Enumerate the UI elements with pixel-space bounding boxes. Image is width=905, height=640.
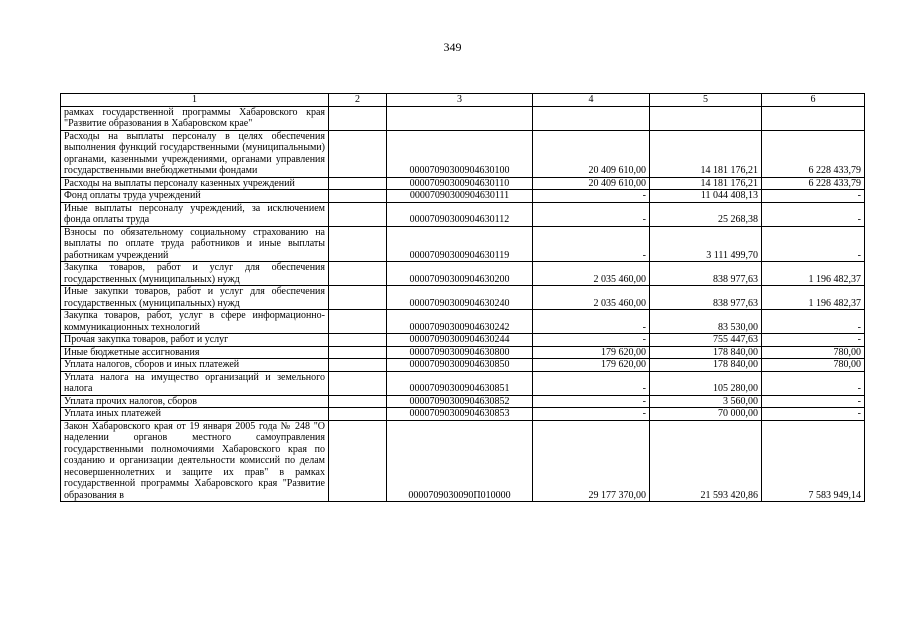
row-code <box>387 106 533 130</box>
row-code: 00007090300904630800 <box>387 346 533 359</box>
column-number-row <box>61 94 865 107</box>
row-executed: 838 977,63 <box>650 286 762 310</box>
row-executed: 178 840,00 <box>650 359 762 372</box>
row-name: Взносы по обязательному социальному страхованию на выплаты по оплате труда работников и иные выплаты работникам учреждений <box>61 226 329 262</box>
row-executed: 105 280,00 <box>650 371 762 395</box>
row-empty-cell <box>329 177 387 190</box>
row-name: Иные выплаты персоналу учреждений, за исключением фонда оплаты труда <box>61 202 329 226</box>
column-header: 4 <box>533 94 650 107</box>
row-unexecuted: - <box>762 226 865 262</box>
row-name: Закупка товаров, работ, услуг в сфере информационно-коммуникационных технологий <box>61 310 329 334</box>
row-approved: 20 409 610,00 <box>533 177 650 190</box>
row-code: 00007090300904630110 <box>387 177 533 190</box>
row-code: 00007090300904630242 <box>387 310 533 334</box>
page-number: 349 <box>443 40 462 54</box>
row-approved: 29 177 370,00 <box>533 420 650 502</box>
table-row <box>61 346 865 359</box>
row-name: Уплата налогов, сборов и иных платежей <box>61 359 329 372</box>
row-empty-cell <box>329 359 387 372</box>
row-approved: - <box>533 395 650 408</box>
row-executed: 3 560,00 <box>650 395 762 408</box>
table-row <box>61 106 865 130</box>
row-executed: 70 000,00 <box>650 408 762 421</box>
row-code: 00007090300904630240 <box>387 286 533 310</box>
row-executed: 21 593 420,86 <box>650 420 762 502</box>
column-header: 1 <box>61 94 329 107</box>
row-approved: - <box>533 334 650 347</box>
row-executed: 838 977,63 <box>650 262 762 286</box>
row-code: 00007090300904630111 <box>387 190 533 203</box>
row-approved: 20 409 610,00 <box>533 130 650 177</box>
row-executed <box>650 106 762 130</box>
row-approved: - <box>533 310 650 334</box>
row-executed: 83 530,00 <box>650 310 762 334</box>
row-unexecuted: 7 583 949,14 <box>762 420 865 502</box>
row-unexecuted: 1 196 482,37 <box>762 286 865 310</box>
row-name: Закон Хабаровского края от 19 января 2005 года № 248 "О наделении органов местного самоуправления государственными полномочиями Хабаровского края по созданию и организации деятельности комиссий по делам несовершеннолетних и защите их прав" в рамках государственной программы Хабаровского края "Развитие образования в <box>61 420 329 502</box>
row-name: Уплата прочих налогов, сборов <box>61 395 329 408</box>
row-executed: 3 111 499,70 <box>650 226 762 262</box>
table-row <box>61 190 865 203</box>
column-header: 5 <box>650 94 762 107</box>
table-row <box>61 286 865 310</box>
row-empty-cell <box>329 226 387 262</box>
row-approved: - <box>533 371 650 395</box>
row-empty-cell <box>329 395 387 408</box>
table-row <box>61 395 865 408</box>
row-approved: - <box>533 226 650 262</box>
row-name: Уплата налога на имущество организаций и земельного налога <box>61 371 329 395</box>
row-empty-cell <box>329 262 387 286</box>
row-code: 00007090300904630851 <box>387 371 533 395</box>
column-header: 6 <box>762 94 865 107</box>
table-row <box>61 262 865 286</box>
row-code: 00007090300904630119 <box>387 226 533 262</box>
table-row <box>61 420 865 502</box>
row-unexecuted: 1 196 482,37 <box>762 262 865 286</box>
row-code: 00007090300904630112 <box>387 202 533 226</box>
row-name: Фонд оплаты труда учреждений <box>61 190 329 203</box>
row-executed: 25 268,38 <box>650 202 762 226</box>
row-code: 00007090300904630853 <box>387 408 533 421</box>
row-name: Прочая закупка товаров, работ и услуг <box>61 334 329 347</box>
row-approved: 179 620,00 <box>533 346 650 359</box>
row-unexecuted: - <box>762 334 865 347</box>
row-empty-cell <box>329 346 387 359</box>
row-code: 00007090300904630852 <box>387 395 533 408</box>
row-code: 00007090300904630244 <box>387 334 533 347</box>
row-name: Закупка товаров, работ и услуг для обеспечения государственных (муниципальных) нужд <box>61 262 329 286</box>
row-code: 00007090300904630200 <box>387 262 533 286</box>
row-empty-cell <box>329 310 387 334</box>
row-executed: 755 447,63 <box>650 334 762 347</box>
row-unexecuted: 6 228 433,79 <box>762 130 865 177</box>
row-unexecuted: - <box>762 395 865 408</box>
row-executed: 14 181 176,21 <box>650 177 762 190</box>
table-row <box>61 371 865 395</box>
table-row <box>61 202 865 226</box>
column-header: 2 <box>329 94 387 107</box>
column-header: 3 <box>387 94 533 107</box>
row-name: рамках государственной программы Хабаровского края "Развитие образования в Хабаровском крае" <box>61 106 329 130</box>
row-code: 00007090300904630100 <box>387 130 533 177</box>
row-approved: 2 035 460,00 <box>533 262 650 286</box>
table-row <box>61 177 865 190</box>
table-row <box>61 359 865 372</box>
table-row <box>61 130 865 177</box>
row-empty-cell <box>329 106 387 130</box>
row-empty-cell <box>329 190 387 203</box>
row-unexecuted: - <box>762 408 865 421</box>
row-name: Иные бюджетные ассигнования <box>61 346 329 359</box>
row-unexecuted <box>762 106 865 130</box>
row-empty-cell <box>329 371 387 395</box>
row-executed: 14 181 176,21 <box>650 130 762 177</box>
row-unexecuted: - <box>762 310 865 334</box>
table-row <box>61 408 865 421</box>
row-unexecuted: - <box>762 190 865 203</box>
row-unexecuted: - <box>762 202 865 226</box>
budget-table <box>60 93 865 502</box>
row-empty-cell <box>329 334 387 347</box>
row-unexecuted: 780,00 <box>762 359 865 372</box>
row-code: 0000709030090П010000 <box>387 420 533 502</box>
row-name: Расходы на выплаты персоналу казенных учреждений <box>61 177 329 190</box>
table-row <box>61 310 865 334</box>
row-unexecuted: 780,00 <box>762 346 865 359</box>
row-approved: 179 620,00 <box>533 359 650 372</box>
row-empty-cell <box>329 130 387 177</box>
row-approved: 2 035 460,00 <box>533 286 650 310</box>
row-empty-cell <box>329 408 387 421</box>
row-name: Иные закупки товаров, работ и услуг для обеспечения государственных (муниципальных) нужд <box>61 286 329 310</box>
row-name: Расходы на выплаты персоналу в целях обеспечения выполнения функций государственными (муниципальными) органами, казенными учреждениями, органами управления государственными внебюджетными фондами <box>61 130 329 177</box>
table-row <box>61 226 865 262</box>
row-approved: - <box>533 202 650 226</box>
row-executed: 178 840,00 <box>650 346 762 359</box>
row-unexecuted: 6 228 433,79 <box>762 177 865 190</box>
row-name: Уплата иных платежей <box>61 408 329 421</box>
row-approved: - <box>533 190 650 203</box>
row-executed: 11 044 408,13 <box>650 190 762 203</box>
row-code: 00007090300904630850 <box>387 359 533 372</box>
row-empty-cell <box>329 286 387 310</box>
row-approved <box>533 106 650 130</box>
row-approved: - <box>533 408 650 421</box>
table-row <box>61 334 865 347</box>
row-empty-cell <box>329 420 387 502</box>
row-empty-cell <box>329 202 387 226</box>
row-unexecuted: - <box>762 371 865 395</box>
